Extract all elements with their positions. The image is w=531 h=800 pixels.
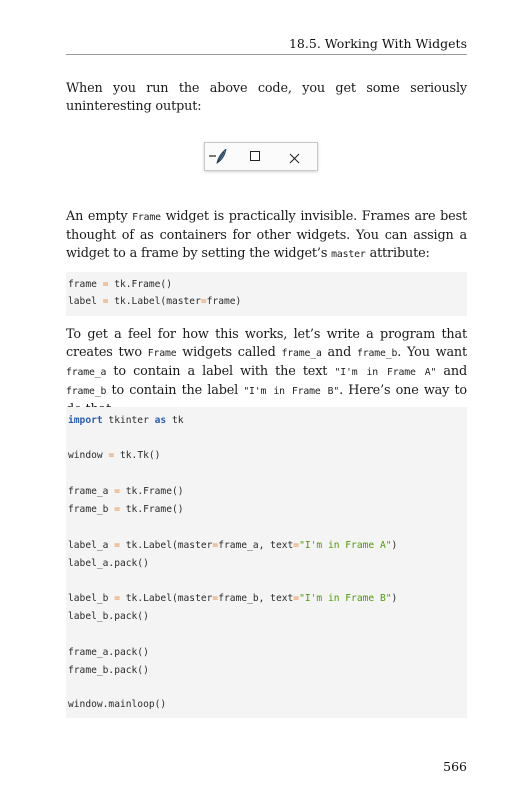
frame-explanation-paragraph: An empty Frame widget is practically invisible. Frames are best thought of as containers for other widgets. You can assign a widget to a frame by setting the widget’s master attribute:: [66, 209, 468, 261]
code-line: label = tk.Label(master=frame): [68, 296, 242, 307]
code-line-label-b: label_b = tk.Label(master=frame_b, text="I'm in Frame B"): [68, 593, 398, 604]
close-icon: [289, 149, 300, 168]
intro-paragraph: When you run the above code, you get some seriously uninteresting output:: [66, 81, 467, 114]
example-description-paragraph: To get a feel for how this works, let’s write a program that creates two Frame widgets called frame_a and frame_b. You want frame_a to contain a label with the text "I'm in Frame A" and frame_b to contain the label "I'm in Frame B". Here’s one way to: [66, 327, 468, 398]
code-line-mainloop: window.mainloop(): [68, 699, 167, 710]
code-line-label-b-pack: label_b.pack(): [68, 611, 149, 622]
maximize-icon: [250, 151, 260, 161]
code-line-frame-b: frame_b = tk.Frame(): [68, 504, 184, 515]
code-block-frame-assignment: [66, 272, 467, 316]
page-number: 566: [443, 759, 467, 774]
code-line-label-a-pack: label_a.pack(): [68, 558, 149, 569]
code-line-window: window = tk.Tk(): [68, 450, 161, 461]
code-line-label-a: label_a = tk.Label(master=frame_a, text="I'm in Frame A"): [68, 540, 398, 551]
empty-tk-window-preview: [204, 142, 318, 171]
code-line-frame-a-pack: frame_a.pack(): [68, 647, 149, 658]
running-header: 18.5. Working With Widgets: [288, 36, 467, 51]
code-block-two-frames-program: [66, 407, 467, 718]
header-divider: [66, 54, 467, 55]
code-line-import: import tkinter as tk: [68, 415, 184, 426]
feather-icon: [209, 149, 229, 168]
code-line-frame-a: frame_a = tk.Frame(): [68, 486, 184, 497]
code-line-frame-b-pack: frame_b.pack(): [68, 665, 149, 676]
code-line: frame = tk.Frame(): [68, 279, 172, 290]
